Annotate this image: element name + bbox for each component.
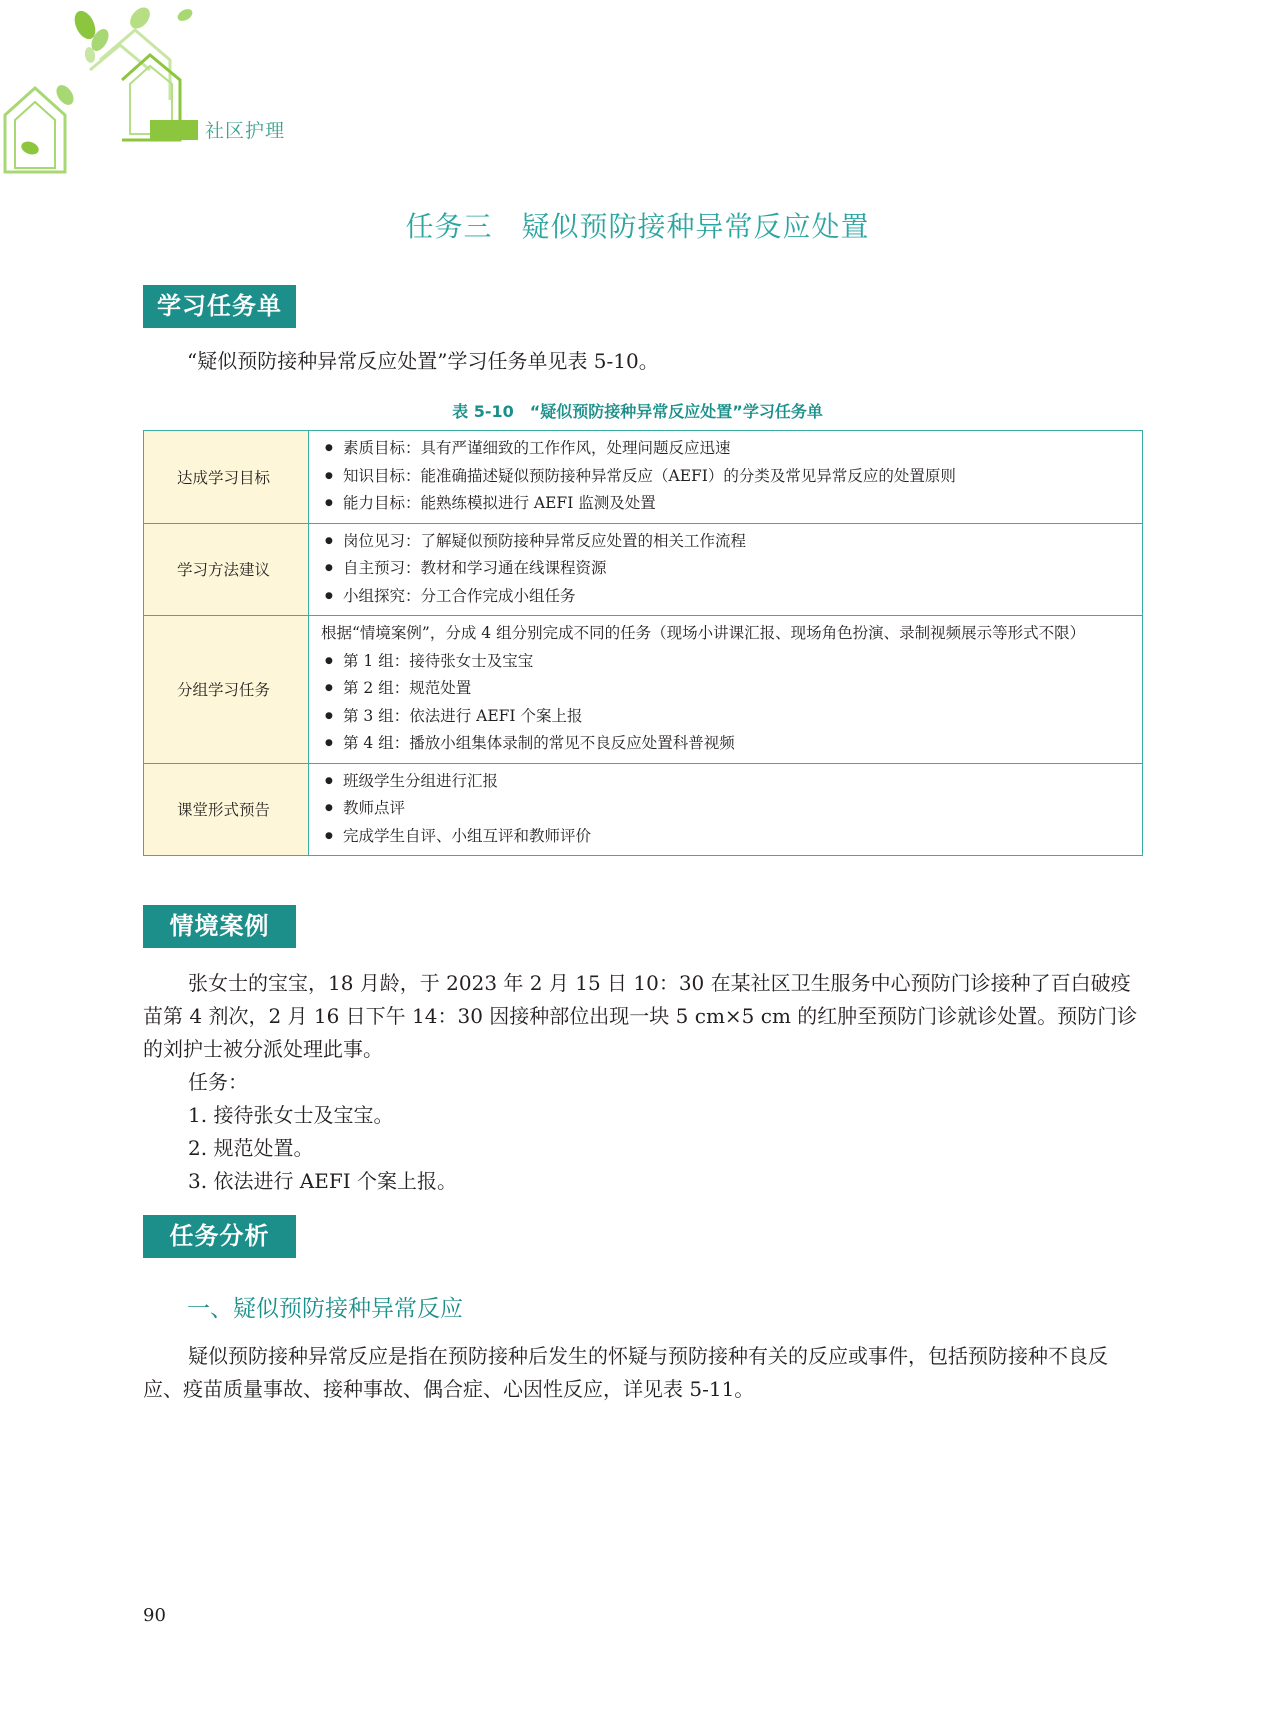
running-head: 社区护理 <box>205 120 286 142</box>
case-task-item: 1. 接待张女士及宝宝。 <box>188 1103 394 1127</box>
list-item: ● 第 1 组：接待张女士及宝宝 <box>321 648 1134 676</box>
row-content <box>309 763 1143 856</box>
row-label: 学习方法建议 <box>144 523 309 616</box>
list-item: ● 第 3 组：依法进行 AEFI 个案上报 <box>321 703 1134 731</box>
section-heading-learning-task: 学习任务单 <box>143 285 296 328</box>
row-lead-text: 根据“情境案例”，分成 4 组分别完成不同的任务（现场小讲课汇报、现场角色扮演、录制视频展示等形式不限） <box>321 624 1086 642</box>
list-item: ● 知识目标：能准确描述疑似预防接种异常反应（AEFI）的分类及常见异常反应的处置原则 <box>321 463 1134 491</box>
analysis-subheading: 一、疑似预防接种异常反应 <box>187 1296 463 1322</box>
case-task-item: 2. 规范处置。 <box>188 1136 314 1160</box>
row-content <box>309 523 1143 616</box>
list-item: ● 小组探究：分工合作完成小组任务 <box>321 583 1134 611</box>
list-item: ● 第 2 组：规范处置 <box>321 675 1134 703</box>
section-heading-case: 情境案例 <box>143 905 296 948</box>
learning-task-table <box>143 430 1143 856</box>
table-row <box>144 431 1143 524</box>
case-task-item: 3. 依法进行 AEFI 个案上报。 <box>188 1169 457 1193</box>
list-item: ● 教师点评 <box>321 795 1134 823</box>
table-row <box>144 616 1143 764</box>
table-row <box>144 763 1143 856</box>
page-title: 任务三 疑似预防接种异常反应处置 <box>405 210 870 243</box>
table-row <box>144 523 1143 616</box>
page-number: 90 <box>143 1605 166 1626</box>
list-item: ● 班级学生分组进行汇报 <box>321 768 1134 796</box>
case-tasks-label: 任务： <box>188 1070 248 1094</box>
analysis-text: 疑似预防接种异常反应是指在预防接种后发生的怀疑与预防接种有关的反应或事件，包括预防接种不良反应、疫苗质量事故、接种事故、偶合症、心因性反应，详见表 5-11。 <box>143 1344 1108 1401</box>
header-decoration <box>0 0 210 175</box>
intro-text: “疑似预防接种异常反应处置”学习任务单见表 5-10。 <box>187 349 659 373</box>
row-label: 分组学习任务 <box>144 616 309 764</box>
list-item: ● 素质目标：具有严谨细致的工作作风，处理问题反应迅速 <box>321 435 1134 463</box>
row-label: 课堂形式预告 <box>144 763 309 856</box>
list-item: ● 岗位见习：了解疑似预防接种异常反应处置的相关工作流程 <box>321 528 1134 556</box>
running-head-bar <box>150 120 198 140</box>
table-caption: 表 5-10 “疑似预防接种异常反应处置”学习任务单 <box>452 402 823 421</box>
row-content <box>309 431 1143 524</box>
section-heading-analysis: 任务分析 <box>143 1215 296 1258</box>
case-text: 张女士的宝宝，18 月龄，于 2023 年 2 月 15 日 10：30 在某社区卫生服务中心预防门诊接种了百白破疫苗第 4 剂次，2 月 16 日下午 14：30 因接种部位出现一块 5 cm×5 cm 的红肿至预防门诊就诊处置。预防门诊的刘护士被分派处理此事。 <box>143 971 1138 1061</box>
list-item: ● 自主预习：教材和学习通在线课程资源 <box>321 555 1134 583</box>
list-item: ● 完成学生自评、小组互评和教师评价 <box>321 823 1134 851</box>
list-item: ● 能力目标：能熟练模拟进行 AEFI 监测及处置 <box>321 490 1134 518</box>
row-content <box>309 616 1143 764</box>
list-item: ● 第 4 组：播放小组集体录制的常见不良反应处置科普视频 <box>321 730 1134 758</box>
row-label: 达成学习目标 <box>144 431 309 524</box>
